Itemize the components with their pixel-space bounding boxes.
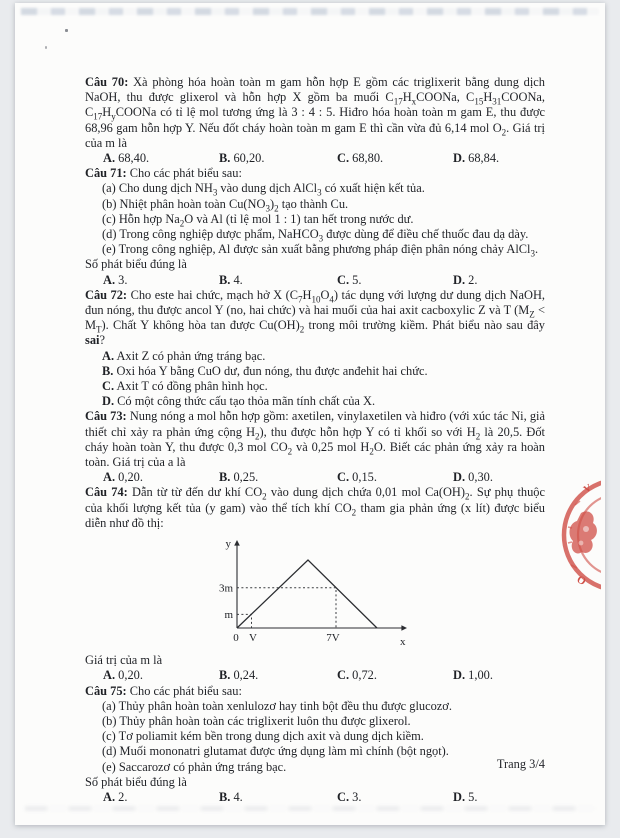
- option-value: 0,30.: [468, 470, 493, 485]
- option-b: [219, 151, 337, 166]
- option-value: 0,20.: [118, 668, 143, 683]
- statement-d: (d) Muối mononatri glutamat được ứng dụng làm mì chính (bột ngọt).: [102, 744, 449, 759]
- option-a: [103, 273, 219, 288]
- question-73-label: Câu 73:: [85, 409, 127, 424]
- option-c: [337, 790, 453, 805]
- option-letter: C.: [337, 151, 350, 166]
- x-tick-7V: 7V: [326, 632, 340, 645]
- option-value: 5.: [352, 272, 362, 287]
- option-d: [453, 151, 545, 166]
- co2-precipitate-chart: [180, 535, 440, 651]
- option-letter: A.: [103, 470, 116, 485]
- statement-d: (d) Trong công nghiệp dược phẩm, NaHCO$_3$ được dùng để điều chế thuốc đau dạ dày.: [102, 227, 529, 244]
- statement-e: (e) Trong công nghiệp, Al được sản xuất bằng phương pháp điện phân nóng chảy AlCl$_3$.: [102, 242, 539, 259]
- option-a: [85, 349, 545, 364]
- question-74-body: Dẫn từ từ đến dư khí $CO_2$ vào dung dịch chứa 0,01 mol $Ca(OH)_2$. Sự phụ thuộc của khối lượng kết tủa (y gam) vào thể tích khí $CO_2$ tham gia phản ứng (x lít) được biểu diễn như đồ thị:: [85, 485, 545, 530]
- exam-content: [85, 75, 545, 805]
- question-70-options: [85, 151, 545, 166]
- option-letter: D.: [102, 394, 115, 409]
- x-axis-arrow: [401, 625, 407, 631]
- question-74-text: [85, 485, 545, 531]
- question-72: [85, 288, 545, 410]
- scan-artifact-top: [21, 8, 599, 15]
- option-value: 68,40.: [118, 151, 150, 166]
- option-letter: D.: [453, 470, 466, 485]
- option-letter: B.: [219, 272, 231, 287]
- option-value: 0,15.: [352, 470, 377, 485]
- option-b: [219, 470, 337, 485]
- statement-a: (a) Thủy phân hoàn toàn xenlulozơ hay tinh bột đều thu được glucozơ.: [102, 698, 452, 713]
- option-c: [337, 273, 453, 288]
- option-letter: A.: [102, 348, 115, 363]
- option-value: Có một công thức cấu tạo thỏa mãn tính chất của X.: [117, 394, 376, 409]
- option-d: [85, 394, 545, 409]
- option-value: 5.: [468, 789, 478, 804]
- option-letter: B.: [219, 151, 231, 166]
- scan-speck: [45, 46, 47, 49]
- option-value: 0,25.: [233, 470, 259, 485]
- option-letter: C.: [102, 379, 115, 394]
- option-b: [219, 273, 337, 288]
- option-value: 4.: [233, 272, 243, 287]
- question-75-options: [85, 790, 545, 805]
- option-value: 2.: [468, 272, 478, 287]
- question-75-intro: Cho các phát biểu sau:: [129, 683, 242, 698]
- option-a: [103, 151, 219, 166]
- stamp-glyph-o: O: [574, 573, 589, 589]
- option-letter: A.: [103, 789, 116, 804]
- option-value: 1,00.: [468, 668, 493, 683]
- option-letter: A.: [103, 272, 116, 287]
- question-75-post: Số phát biểu đúng là: [85, 774, 187, 789]
- statement-c: (c) Tơ poliamit kém bền trong dung dịch axit và dung dịch kiềm.: [102, 729, 424, 744]
- question-72-label: Câu 72:: [85, 287, 128, 302]
- red-stamp: [559, 477, 601, 595]
- question-73: [85, 409, 545, 485]
- question-75: [85, 684, 545, 806]
- question-75-text: [85, 684, 545, 699]
- option-b: [219, 790, 337, 805]
- y-tick-m: m: [224, 609, 233, 622]
- x-tick-V: V: [249, 632, 257, 645]
- option-letter: C.: [337, 272, 350, 287]
- question-71: [85, 166, 545, 288]
- option-value: 0,20.: [118, 470, 143, 485]
- option-c: [85, 379, 545, 394]
- question-70-body: Xà phòng hóa hoàn toàn m gam hỗn hợp E gồm các triglixerit bằng dung dịch NaOH, thu được glixerol và hỗn hợp X gồm ba muối $C_{17}H_xCOONa$, $C_{15}H_{31}COONa$, $C_{17}H_yCOONa$ có tỉ lệ mol tương ứng là 3 : 4 : 5. Hiđro hóa hoàn toàn m gam E, thu được 68,96 gam hỗn hợp Y. Nếu đốt cháy hoàn toàn m gam E thì cần vừa đủ 6,14 mol $O_2$. Giá trị của m là: [85, 75, 545, 150]
- page-number: Trang 3/4: [496, 757, 545, 771]
- question-71-intro: Cho các phát biểu sau:: [129, 166, 242, 181]
- question-72-text: [85, 288, 545, 349]
- y-axis-arrow: [234, 540, 240, 546]
- option-letter: B.: [219, 470, 231, 485]
- guide-lines: [237, 588, 336, 628]
- option-letter: B.: [102, 363, 114, 378]
- option-b: [219, 668, 337, 683]
- question-72-body: Cho este hai chức, mạch hở X $(C_7H_{10}O_4)$ tác dụng với lượng dư dung dịch NaOH, đun nóng, thu được ancol Y (no, hai chức) và hai muối của hai axit cacboxylic Z và T $(M_Z < M_T)$. Chất Y không hòa tan được $Cu(OH)_2$ trong môi trường kiềm. Phát biểu nào sau đây sai?: [85, 287, 545, 348]
- statement-b: (b) Nhiệt phân hoàn toàn $Cu(NO_3)_2$ tạo thành Cu.: [102, 196, 349, 214]
- exam-page: [15, 3, 605, 825]
- question-70: [85, 75, 545, 166]
- x-axis-label: x: [400, 636, 406, 649]
- question-70-text: [85, 75, 545, 151]
- y-tick-3m: 3m: [218, 582, 233, 595]
- scan-artifact-bottom: [25, 806, 595, 811]
- question-71-options: [85, 273, 545, 288]
- question-75-label: Câu 75:: [85, 683, 127, 698]
- option-letter: D.: [453, 789, 466, 804]
- question-73-text: [85, 409, 545, 470]
- option-value: 2.: [118, 789, 128, 804]
- option-value: Oxi hóa Y bằng CuO dư, đun nóng, thu được anđehit hai chức.: [116, 363, 428, 378]
- option-a: [103, 790, 219, 805]
- question-71-post: Số phát biểu đúng là: [85, 257, 187, 272]
- option-a: [103, 470, 219, 485]
- option-letter: D.: [453, 668, 466, 683]
- option-a: [103, 668, 219, 683]
- question-74-label: Câu 74:: [85, 485, 128, 500]
- option-value: 68,80.: [352, 151, 384, 166]
- option-letter: A.: [103, 668, 116, 683]
- statement-c: (c) Hỗn hợp $Na_2O$ và Al (tỉ lệ mol 1 : 1) tan hết trong nước dư.: [102, 211, 414, 229]
- question-73-body: Nung nóng a mol hỗn hợp gồm: axetilen, vinylaxetilen và hiđro (với xúc tác Ni, giả thiết chỉ xảy ra phản ứng cộng $H_2$), thu được hỗn hợp Y có tỉ khối so với $H_2$ là 20,5. Đốt cháy hoàn toàn Y, thu được 0,3 mol $CO_2$ và 0,25 mol $H_2O$. Biết các phản ứng xảy ra hoàn toàn. Giá trị của a là: [85, 409, 545, 470]
- option-c: [337, 151, 453, 166]
- scan-speck: [65, 29, 68, 32]
- statement-a: (a) Cho dung dịch $NH_3$ vào dung dịch AlCl$_3$ có xuất hiện kết tủa.: [102, 181, 425, 198]
- option-value: 4.: [233, 789, 243, 804]
- option-value: 3.: [118, 272, 128, 287]
- option-value: Axit T có đồng phân hình học.: [116, 379, 268, 394]
- option-value: 3.: [352, 789, 362, 804]
- question-74: [85, 485, 545, 683]
- option-c: [337, 668, 453, 683]
- option-b: [85, 364, 545, 379]
- question-74-tail: Giá trị của m là: [85, 653, 163, 668]
- chart-axes: [237, 544, 403, 628]
- question-71-label: Câu 71:: [85, 166, 127, 181]
- option-d: [453, 668, 545, 683]
- origin-tick: 0: [233, 632, 239, 645]
- option-d: [453, 273, 545, 288]
- question-71-text: [85, 166, 545, 181]
- option-value: 60,20.: [233, 151, 265, 166]
- option-value: Axit Z có phản ứng tráng bạc.: [116, 348, 266, 363]
- option-letter: C.: [337, 470, 350, 485]
- option-value: 68,84.: [468, 151, 500, 166]
- option-d: [453, 470, 545, 485]
- statement-e: (e) Saccarozơ có phản ứng tráng bạc.: [102, 759, 287, 774]
- statement-b: (b) Thủy phân hoàn toàn các triglixerit luôn thu được glixerol.: [102, 713, 411, 728]
- option-d: [453, 790, 545, 805]
- question-73-options: [85, 470, 545, 485]
- option-letter: B.: [219, 789, 231, 804]
- question-70-label: Câu 70:: [85, 75, 129, 89]
- chart-canvas: [180, 535, 440, 651]
- y-axis-label: y: [225, 538, 231, 551]
- option-letter: A.: [103, 151, 116, 166]
- option-letter: C.: [337, 668, 350, 683]
- option-c: [337, 470, 453, 485]
- option-value: 0,72.: [352, 668, 377, 683]
- stamp-glyph-v: V: [582, 482, 594, 496]
- option-letter: B.: [219, 668, 231, 683]
- option-letter: C.: [337, 789, 350, 804]
- option-value: 0,24.: [233, 668, 259, 683]
- option-letter: D.: [453, 272, 466, 287]
- precipitate-curve: [237, 560, 377, 628]
- stamp-emblem: [570, 511, 597, 553]
- question-74-options: [85, 668, 545, 683]
- option-letter: D.: [453, 151, 466, 166]
